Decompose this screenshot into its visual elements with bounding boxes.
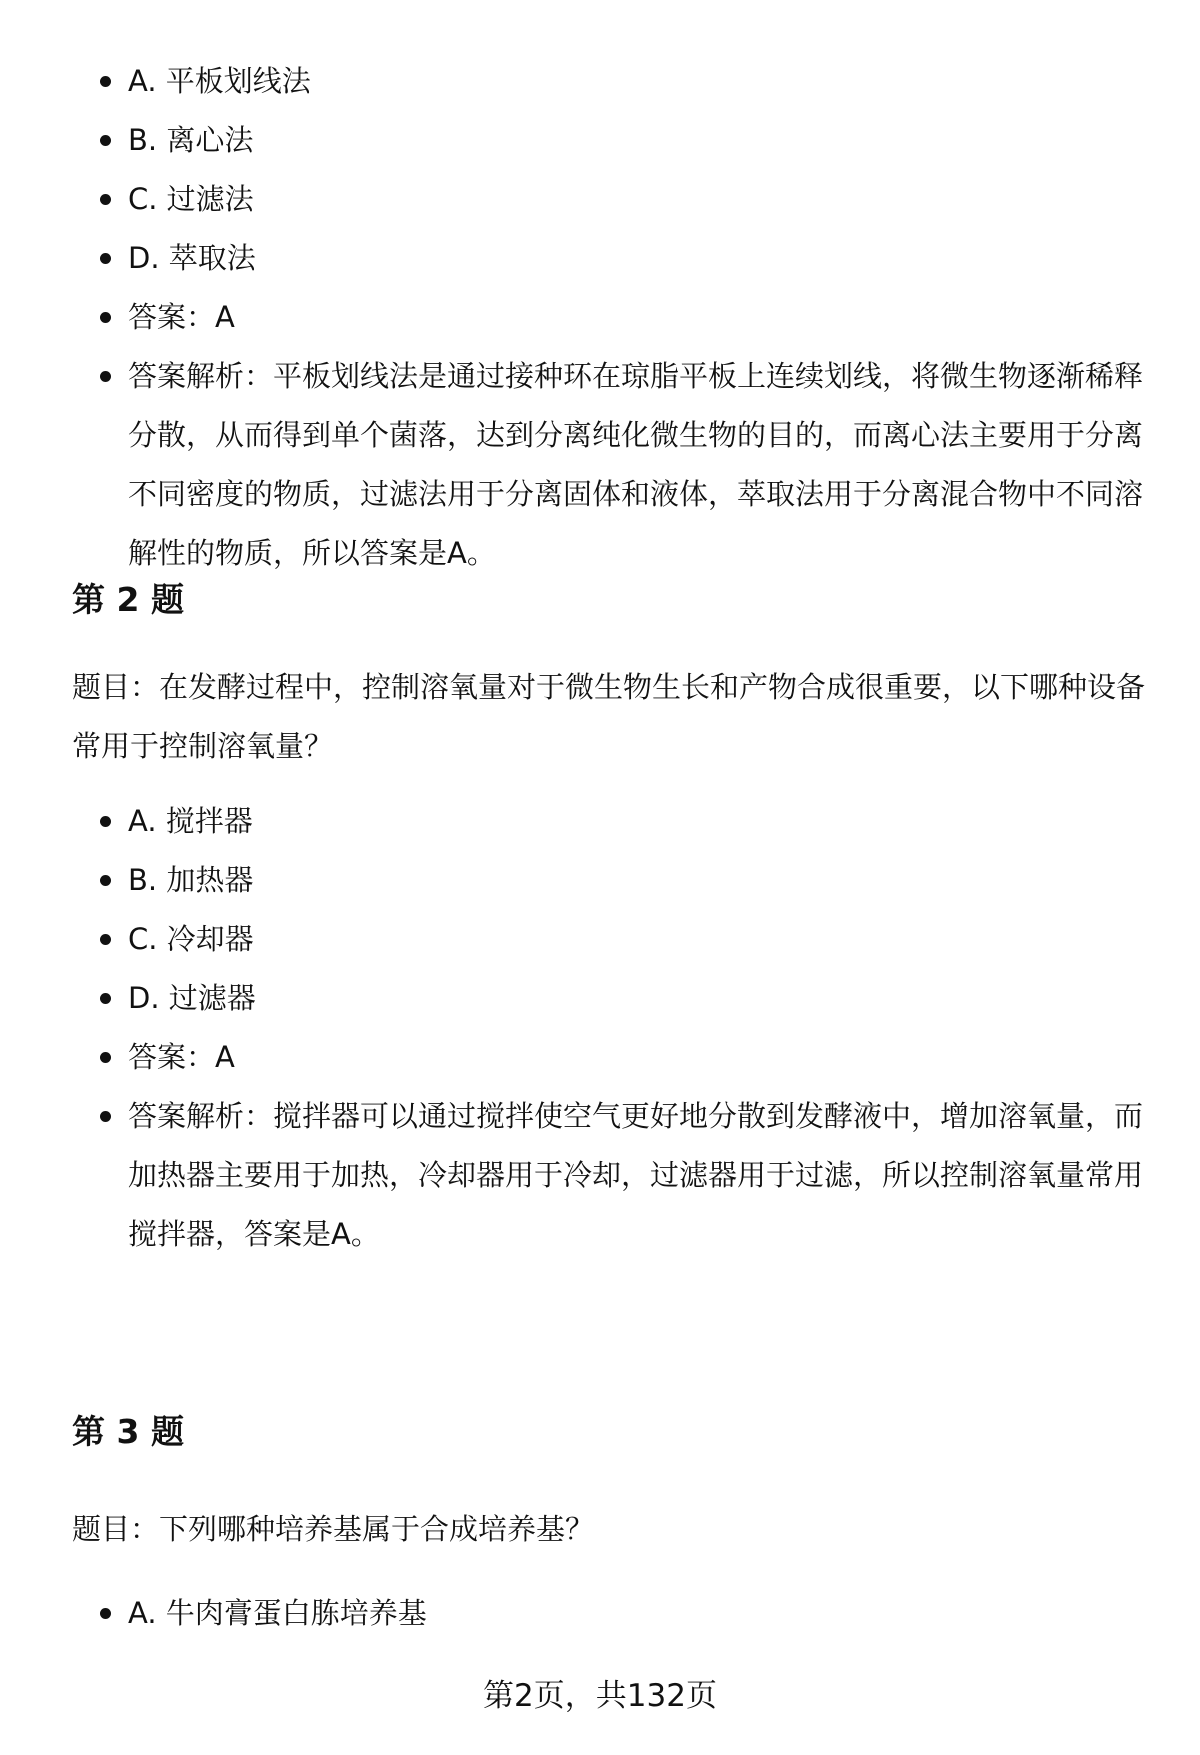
- bullet-icon: [100, 76, 111, 87]
- bullet-icon: [100, 934, 111, 945]
- bullet-icon: [100, 875, 111, 886]
- bullet-icon: [100, 993, 111, 1004]
- q3-question: 题目：下列哪种培养基属于合成培养基？: [72, 1512, 595, 1546]
- bullet-icon: [100, 371, 111, 382]
- q3-title: 第 3 题: [72, 1412, 184, 1451]
- q2-question: 题目：在发酵过程中，控制溶氧量对于微生物生长和产物合成很重要，以下哪种设备常用于控制溶氧量？: [72, 670, 1146, 763]
- q1-option-list: [72, 52, 1152, 583]
- q1-option-a: A. 平板划线法: [72, 52, 1152, 111]
- bullet-icon: [100, 816, 111, 827]
- q2-title: 第 2 题: [72, 580, 184, 619]
- bullet-icon: [100, 1052, 111, 1063]
- q2-answer: 答案：A: [72, 1028, 1152, 1087]
- bullet-icon: [100, 312, 111, 323]
- bullet-icon: [100, 135, 111, 146]
- q2-explanation: 答案解析：搅拌器可以通过搅拌使空气更好地分散到发酵液中，增加溶氧量，而加热器主要用于加热，冷却器用于冷却，过滤器用于过滤，所以控制溶氧量常用搅拌器，答案是A。: [72, 1087, 1152, 1264]
- q2-option-list: [72, 792, 1152, 1264]
- q1-option-c: C. 过滤法: [72, 170, 1152, 229]
- q2-option-b: B. 加热器: [72, 851, 1152, 910]
- q3-option-list: [72, 1584, 1152, 1643]
- q3-option-a: A. 牛肉膏蛋白胨培养基: [72, 1584, 1152, 1643]
- q1-option-b: B. 离心法: [72, 111, 1152, 170]
- q2-option-a: A. 搅拌器: [72, 792, 1152, 851]
- q2-option-c: C. 冷却器: [72, 910, 1152, 969]
- q1-answer: 答案：A: [72, 288, 1152, 347]
- bullet-icon: [100, 253, 111, 264]
- bullet-icon: [100, 1111, 111, 1122]
- bullet-icon: [100, 1608, 111, 1619]
- q1-explanation: 答案解析：平板划线法是通过接种环在琼脂平板上连续划线，将微生物逐渐稀释分散，从而得到单个菌落，达到分离纯化微生物的目的，而离心法主要用于分离不同密度的物质，过滤法用于分离固体和液体，萃取法用于分离混合物中不同溶解性的物质，所以答案是A。: [72, 347, 1152, 583]
- q1-option-d: D. 萃取法: [72, 229, 1152, 288]
- q2-option-d: D. 过滤器: [72, 969, 1152, 1028]
- page-footer: 第2页，共132页: [483, 1678, 717, 1714]
- bullet-icon: [100, 194, 111, 205]
